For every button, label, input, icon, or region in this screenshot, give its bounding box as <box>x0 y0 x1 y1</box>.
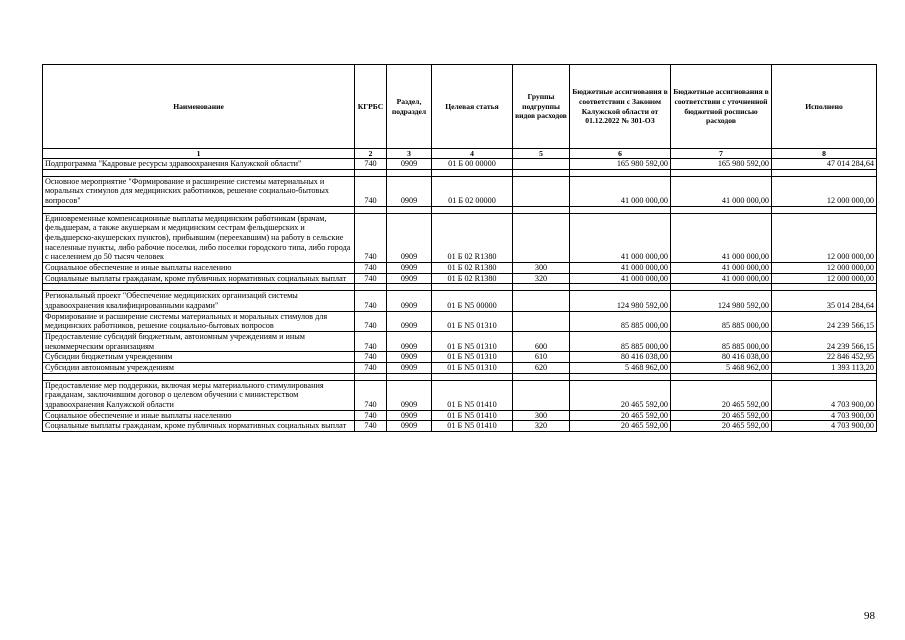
table-row <box>43 352 877 363</box>
spacer-cell <box>387 373 432 380</box>
spacer-row <box>43 284 877 291</box>
row-section: 0909 <box>387 421 432 432</box>
row-kgrbs: 740 <box>355 159 387 170</box>
row-executed-amount: 12 000 000,00 <box>772 213 877 262</box>
spacer-cell <box>43 373 355 380</box>
row-kgrbs: 740 <box>355 311 387 331</box>
row-kgrbs: 740 <box>355 273 387 284</box>
row-kgrbs: 740 <box>355 263 387 274</box>
row-name: Формирование и расширение системы материальных и моральных стимулов для медицинских работников, решение социально-бытовых вопросов <box>43 311 355 331</box>
row-target: 01 Б N5 01410 <box>432 410 513 421</box>
row-target: 01 Б N5 00000 <box>432 291 513 311</box>
row-executed-amount: 35 014 284,64 <box>772 291 877 311</box>
row-law-amount: 20 465 592,00 <box>570 421 671 432</box>
spacer-cell <box>513 284 570 291</box>
table-row <box>43 176 877 206</box>
spacer-cell <box>513 169 570 176</box>
table-row <box>43 263 877 274</box>
row-law-amount: 41 000 000,00 <box>570 263 671 274</box>
spacer-cell <box>432 169 513 176</box>
row-target: 01 Б 02 R1380 <box>432 273 513 284</box>
budget-table <box>42 64 877 432</box>
row-name: Подпрограмма "Кадровые ресурсы здравоохранения Калужской области" <box>43 159 355 170</box>
row-group <box>513 291 570 311</box>
spacer-cell <box>387 169 432 176</box>
spacer-cell <box>570 169 671 176</box>
row-group: 600 <box>513 332 570 352</box>
row-group <box>513 380 570 410</box>
spacer-cell <box>570 284 671 291</box>
row-kgrbs: 740 <box>355 380 387 410</box>
table-row <box>43 332 877 352</box>
table-row <box>43 291 877 311</box>
spacer-cell <box>355 206 387 213</box>
row-refined-amount: 85 885 000,00 <box>671 311 772 331</box>
spacer-row <box>43 206 877 213</box>
row-refined-amount: 80 416 038,00 <box>671 352 772 363</box>
row-executed-amount: 12 000 000,00 <box>772 263 877 274</box>
row-group <box>513 176 570 206</box>
row-section: 0909 <box>387 352 432 363</box>
row-kgrbs: 740 <box>355 291 387 311</box>
row-executed-amount: 1 393 113,20 <box>772 363 877 374</box>
header-refined: Бюджетные ассигнования в соответствии с уточненной бюджетной росписью расходов <box>671 65 772 149</box>
row-law-amount: 165 980 592,00 <box>570 159 671 170</box>
row-target: 01 Б N5 01310 <box>432 352 513 363</box>
header-section: Раздел, подраздел <box>387 65 432 149</box>
column-number: 8 <box>772 149 877 159</box>
row-executed-amount: 4 703 900,00 <box>772 421 877 432</box>
row-name: Региональный проект "Обеспечение медицинских организаций системы здравоохранения квалифицированными кадрами" <box>43 291 355 311</box>
row-name: Единовременные компенсационные выплаты медицинским работникам (врачам, фельдшерам, а также акушеркам и медицинским сестрам фельдшерских и фельдшерско-акушерских пунктов), прибывшим (переехавшим) на работу в сельские населенные пункты, либо рабочие поселки, либо поселки городского типа, либо города с населением до 50 тысяч человек <box>43 213 355 262</box>
row-law-amount: 85 885 000,00 <box>570 332 671 352</box>
spacer-cell <box>43 169 355 176</box>
column-number: 2 <box>355 149 387 159</box>
row-target: 01 Б N5 01410 <box>432 380 513 410</box>
spacer-cell <box>43 206 355 213</box>
row-section: 0909 <box>387 273 432 284</box>
row-section: 0909 <box>387 332 432 352</box>
row-target: 01 Б N5 01310 <box>432 332 513 352</box>
page-number: 98 <box>864 610 875 622</box>
spacer-cell <box>570 373 671 380</box>
spacer-cell <box>671 284 772 291</box>
spacer-cell <box>671 169 772 176</box>
spacer-cell <box>355 373 387 380</box>
row-kgrbs: 740 <box>355 421 387 432</box>
row-section: 0909 <box>387 263 432 274</box>
header-kgrbs: КГРБС <box>355 65 387 149</box>
row-section: 0909 <box>387 410 432 421</box>
row-target: 01 Б 02 R1380 <box>432 213 513 262</box>
row-name: Предоставление мер поддержки, включая меры материального стимулирования гражданам, заключившим договор о целевом обучении с министерством здравоохранения Калужской области <box>43 380 355 410</box>
header-name: Наименование <box>43 65 355 149</box>
row-law-amount: 85 885 000,00 <box>570 311 671 331</box>
row-section: 0909 <box>387 291 432 311</box>
table-row <box>43 410 877 421</box>
table-row <box>43 311 877 331</box>
column-number: 4 <box>432 149 513 159</box>
row-target: 01 Б N5 01310 <box>432 311 513 331</box>
row-refined-amount: 41 000 000,00 <box>671 213 772 262</box>
spacer-cell <box>432 284 513 291</box>
row-kgrbs: 740 <box>355 352 387 363</box>
row-group <box>513 213 570 262</box>
row-executed-amount: 22 846 452,95 <box>772 352 877 363</box>
row-law-amount: 124 980 592,00 <box>570 291 671 311</box>
row-law-amount: 20 465 592,00 <box>570 410 671 421</box>
row-refined-amount: 85 885 000,00 <box>671 332 772 352</box>
row-group: 610 <box>513 352 570 363</box>
row-group <box>513 159 570 170</box>
spacer-cell <box>513 206 570 213</box>
row-section: 0909 <box>387 380 432 410</box>
header-law: Бюджетные ассигнования в соответствии с Законом Калужской области от 01.12.2022 № 301-ОЗ <box>570 65 671 149</box>
header-group: Группы подгруппы видов расходов <box>513 65 570 149</box>
table-row <box>43 213 877 262</box>
row-law-amount: 41 000 000,00 <box>570 273 671 284</box>
table-row <box>43 159 877 170</box>
row-law-amount: 80 416 038,00 <box>570 352 671 363</box>
row-section: 0909 <box>387 176 432 206</box>
spacer-cell <box>355 284 387 291</box>
row-refined-amount: 20 465 592,00 <box>671 380 772 410</box>
spacer-cell <box>43 284 355 291</box>
row-section: 0909 <box>387 159 432 170</box>
row-target: 01 Б N5 01410 <box>432 421 513 432</box>
column-number: 5 <box>513 149 570 159</box>
row-executed-amount: 47 014 284,64 <box>772 159 877 170</box>
row-target: 01 Б 02 00000 <box>432 176 513 206</box>
table-row <box>43 421 877 432</box>
row-name: Основное мероприятие "Формирование и расширение системы материальных и моральных стимулов для медицинских работников, решение социально-бытовых вопросов" <box>43 176 355 206</box>
spacer-cell <box>772 206 877 213</box>
row-name: Социальное обеспечение и иные выплаты населению <box>43 410 355 421</box>
row-group: 320 <box>513 273 570 284</box>
spacer-cell <box>432 206 513 213</box>
row-kgrbs: 740 <box>355 410 387 421</box>
row-refined-amount: 41 000 000,00 <box>671 273 772 284</box>
spacer-cell <box>772 373 877 380</box>
spacer-cell <box>671 206 772 213</box>
row-executed-amount: 4 703 900,00 <box>772 380 877 410</box>
row-group: 620 <box>513 363 570 374</box>
row-law-amount: 41 000 000,00 <box>570 176 671 206</box>
row-group: 320 <box>513 421 570 432</box>
spacer-cell <box>671 373 772 380</box>
row-refined-amount: 165 980 592,00 <box>671 159 772 170</box>
row-name: Социальные выплаты гражданам, кроме публичных нормативных социальных выплат <box>43 421 355 432</box>
row-law-amount: 20 465 592,00 <box>570 380 671 410</box>
spacer-cell <box>772 284 877 291</box>
row-refined-amount: 41 000 000,00 <box>671 176 772 206</box>
spacer-cell <box>772 169 877 176</box>
row-target: 01 Б N5 01310 <box>432 363 513 374</box>
row-group <box>513 311 570 331</box>
spacer-cell <box>387 206 432 213</box>
header-target: Целевая статья <box>432 65 513 149</box>
row-group: 300 <box>513 263 570 274</box>
row-executed-amount: 12 000 000,00 <box>772 176 877 206</box>
row-refined-amount: 5 468 962,00 <box>671 363 772 374</box>
row-refined-amount: 124 980 592,00 <box>671 291 772 311</box>
header-executed: Исполнено <box>772 65 877 149</box>
spacer-cell <box>570 206 671 213</box>
row-refined-amount: 41 000 000,00 <box>671 263 772 274</box>
row-section: 0909 <box>387 363 432 374</box>
row-executed-amount: 12 000 000,00 <box>772 273 877 284</box>
table-row <box>43 273 877 284</box>
column-number: 7 <box>671 149 772 159</box>
row-name: Социальное обеспечение и иные выплаты населению <box>43 263 355 274</box>
row-executed-amount: 4 703 900,00 <box>772 410 877 421</box>
spacer-cell <box>432 373 513 380</box>
spacer-cell <box>387 284 432 291</box>
row-law-amount: 41 000 000,00 <box>570 213 671 262</box>
budget-body <box>43 159 877 432</box>
column-number: 1 <box>43 149 355 159</box>
row-executed-amount: 24 239 566,15 <box>772 332 877 352</box>
row-name: Субсидии бюджетным учреждениям <box>43 352 355 363</box>
row-refined-amount: 20 465 592,00 <box>671 421 772 432</box>
row-kgrbs: 740 <box>355 213 387 262</box>
row-section: 0909 <box>387 311 432 331</box>
row-section: 0909 <box>387 213 432 262</box>
spacer-row <box>43 169 877 176</box>
row-refined-amount: 20 465 592,00 <box>671 410 772 421</box>
column-number: 3 <box>387 149 432 159</box>
spacer-cell <box>513 373 570 380</box>
row-name: Предоставление субсидий бюджетным, автономным учреждениям и иным некоммерческим организациям <box>43 332 355 352</box>
row-name: Субсидии автономным учреждениям <box>43 363 355 374</box>
row-name: Социальные выплаты гражданам, кроме публичных нормативных социальных выплат <box>43 273 355 284</box>
row-kgrbs: 740 <box>355 176 387 206</box>
spacer-row <box>43 373 877 380</box>
row-target: 01 Б 00 00000 <box>432 159 513 170</box>
row-group: 300 <box>513 410 570 421</box>
row-kgrbs: 740 <box>355 363 387 374</box>
spacer-cell <box>355 169 387 176</box>
row-executed-amount: 24 239 566,15 <box>772 311 877 331</box>
table-row <box>43 380 877 410</box>
row-kgrbs: 740 <box>355 332 387 352</box>
column-number: 6 <box>570 149 671 159</box>
row-law-amount: 5 468 962,00 <box>570 363 671 374</box>
table-row <box>43 363 877 374</box>
row-target: 01 Б 02 R1380 <box>432 263 513 274</box>
